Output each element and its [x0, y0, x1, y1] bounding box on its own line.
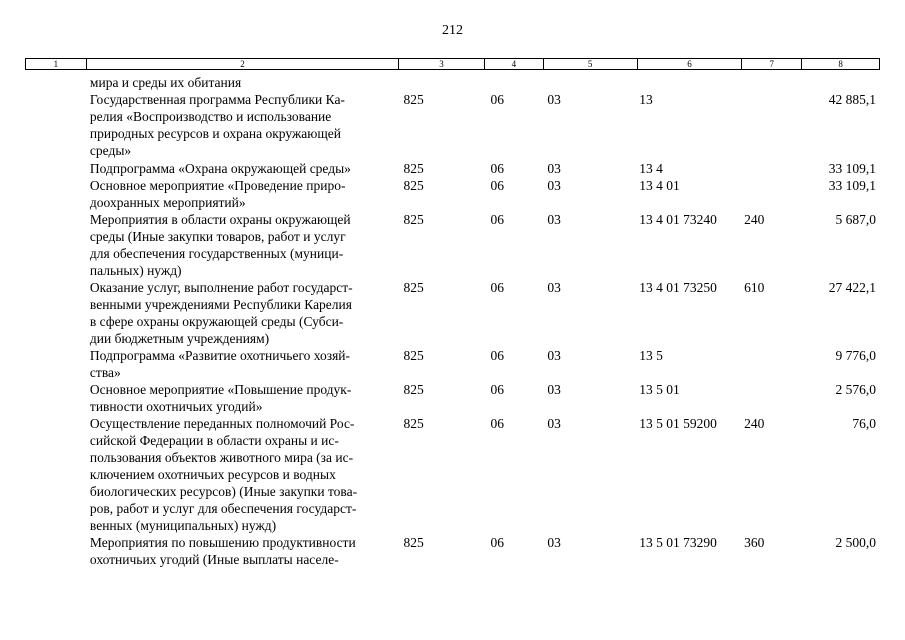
row-col-7 — [742, 347, 802, 381]
row-col-4: 06 — [490, 535, 504, 550]
header-col-8: 8 — [838, 59, 843, 69]
row-col-5: 03 — [547, 178, 561, 193]
header-col-7: 7 — [742, 59, 802, 69]
row-col-5: 03 — [547, 212, 561, 227]
row-col-5 — [543, 74, 637, 91]
table-row — [25, 534, 880, 568]
row-col-6: 13 5 01 59200 — [639, 416, 717, 431]
row-col-7 — [742, 177, 802, 211]
row-amount: 27 422,1 — [828, 280, 876, 295]
row-col-7: 360 — [744, 535, 765, 550]
header-col-6: 6 — [638, 59, 743, 69]
row-col-3 — [399, 74, 485, 91]
row-col-7 — [742, 160, 802, 177]
row-col-4: 06 — [490, 161, 504, 176]
row-col-5: 03 — [547, 535, 561, 550]
row-col-5: 03 — [547, 348, 561, 363]
row-description: Мероприятия в области охраны окружающей среды (Иные закупки товаров, работ и услуг для обеспечения государственных (муници- пальных) нужд) — [89, 212, 351, 278]
header-col-1: 1 — [26, 59, 87, 69]
row-col-3: 825 — [403, 280, 424, 295]
column-number-header — [25, 58, 880, 70]
row-col-6: 13 4 01 — [639, 178, 680, 193]
row-col-5: 03 — [547, 92, 561, 107]
row-col-3: 825 — [403, 212, 424, 227]
header-col-2: 2 — [87, 59, 399, 69]
table-row — [25, 279, 880, 347]
row-col-4: 06 — [490, 280, 504, 295]
row-description: Оказание услуг, выполнение работ государст- венными учреждениями Республики Карелия в сфере охраны окружающей среды (Субси- дии бюджетным учреждениям) — [89, 280, 353, 346]
row-col-3: 825 — [403, 348, 424, 363]
row-col-6: 13 4 — [639, 161, 663, 176]
row-description: Подпрограмма «Развитие охотничьего хозяй- ства» — [89, 348, 351, 380]
header-col-3: 3 — [399, 59, 485, 69]
row-amount: 76,0 — [852, 416, 876, 431]
row-col-5: 03 — [547, 280, 561, 295]
row-col-6: 13 5 — [639, 348, 663, 363]
row-description: Основное мероприятие «Повышение продук- тивности охотничьих угодий» — [89, 382, 352, 414]
row-col-7 — [742, 91, 802, 159]
row-amount: 33 109,1 — [828, 178, 876, 193]
row-description: Осуществление переданных полномочий Рос- сийской Федерации в области охраны и ис- пользования объектов животного мира (за ис- ключением охотничьих ресурсов и водных биологических ресурсов) (Иные закупки това- ров, работ и услуг для обеспечения государст- венных (муниципальных) нужд) — [89, 416, 358, 533]
row-col-7: 240 — [744, 416, 765, 431]
row-col-6: 13 5 01 73290 — [639, 535, 717, 550]
row-col-3: 825 — [403, 178, 424, 193]
table-row — [25, 211, 880, 279]
table-row — [25, 177, 880, 211]
row-col-7 — [742, 74, 802, 91]
row-col-7: 240 — [744, 212, 765, 227]
row-col-5: 03 — [547, 382, 561, 397]
row-col-4: 06 — [490, 382, 504, 397]
table-row — [25, 74, 880, 91]
row-amount: 9 776,0 — [835, 348, 876, 363]
row-col-6: 13 — [639, 92, 653, 107]
row-col-3: 825 — [403, 161, 424, 176]
row-description: Подпрограмма «Охрана окружающей среды» — [89, 161, 351, 176]
row-col-6 — [637, 74, 742, 91]
row-amount: 42 885,1 — [828, 92, 876, 107]
header-col-4: 4 — [485, 59, 544, 69]
row-col-4: 06 — [490, 212, 504, 227]
row-col-5: 03 — [547, 416, 561, 431]
table-row — [25, 415, 880, 534]
budget-table-body — [25, 74, 880, 568]
row-col-6: 13 5 01 — [639, 382, 680, 397]
row-col-4: 06 — [490, 348, 504, 363]
row-col-4: 06 — [490, 416, 504, 431]
row-amount: 33 109,1 — [828, 161, 876, 176]
row-amount: 2 576,0 — [835, 382, 876, 397]
row-col-6: 13 4 01 73240 — [639, 212, 717, 227]
row-amount: 2 500,0 — [835, 535, 876, 550]
row-col-3: 825 — [403, 535, 424, 550]
row-col-7: 610 — [744, 280, 765, 295]
row-description: Мероприятия по повышению продуктивности охотничьих угодий (Иные выплаты населе- — [89, 535, 356, 567]
row-col-4: 06 — [490, 178, 504, 193]
table-row — [25, 91, 880, 159]
row-col-4 — [484, 74, 543, 91]
table-row — [25, 160, 880, 177]
table-row — [25, 347, 880, 381]
table-row — [25, 381, 880, 415]
row-description: мира и среды их обитания — [89, 75, 242, 90]
row-col-6: 13 4 01 73250 — [639, 280, 717, 295]
page-number: 212 — [442, 23, 463, 38]
row-col-4: 06 — [490, 92, 504, 107]
row-col-3: 825 — [403, 416, 424, 431]
row-amount: 5 687,0 — [835, 212, 876, 227]
row-description: Основное мероприятие «Проведение приро- доохранных мероприятий» — [89, 178, 346, 210]
row-col-3: 825 — [403, 92, 424, 107]
row-amount — [802, 74, 880, 91]
row-col-7 — [742, 381, 802, 415]
row-col-5: 03 — [547, 161, 561, 176]
row-col-3: 825 — [403, 382, 424, 397]
row-description: Государственная программа Республики Ка- релия «Воспроизводство и использование природных ресурсов и охрана окружающей среды» — [89, 92, 345, 158]
header-col-5: 5 — [544, 59, 638, 69]
